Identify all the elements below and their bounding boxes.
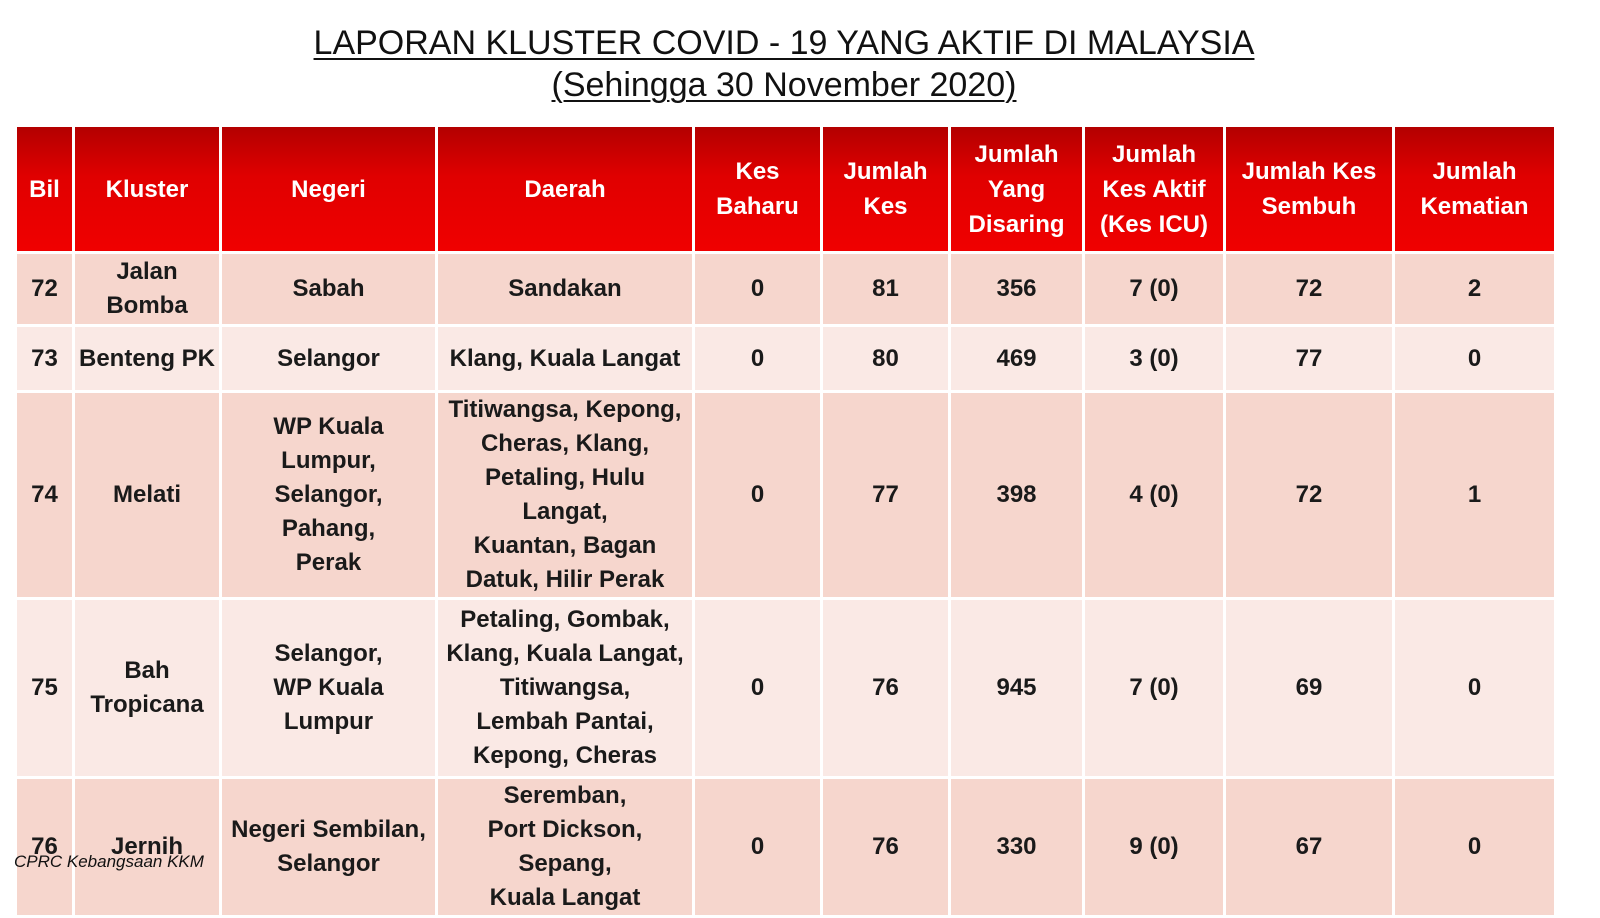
cell-bil: 72 [17,254,72,324]
table-row [17,254,1554,324]
cell-kes-baharu: 0 [695,779,820,915]
header-jumlah-kes-sembuh: Jumlah Kes Sembuh [1226,127,1392,251]
cell-jumlah-kes: 77 [823,393,948,597]
cell-jumlah-kes-sembuh: 69 [1226,600,1392,776]
cell-kes-baharu: 0 [695,393,820,597]
table-row [17,393,1554,597]
cell-jumlah-kes-aktif: 4 (0) [1085,393,1223,597]
cell-daerah: Titiwangsa, Kepong, Cheras, Klang, Petaling, Hulu Langat, Kuantan, Bagan Datuk, Hilir Perak [438,393,692,597]
cell-jumlah-kes: 80 [823,327,948,390]
cell-jumlah-kes: 81 [823,254,948,324]
cell-jumlah-kes: 76 [823,779,948,915]
cell-jumlah-kes-aktif: 7 (0) [1085,254,1223,324]
cell-kluster: Jernih [75,779,219,915]
cell-jumlah-kes-sembuh: 77 [1226,327,1392,390]
source-note: CPRC Kebangsaan KKM [14,852,204,871]
cell-jumlah-disaring: 398 [951,393,1082,597]
cell-jumlah-kematian: 0 [1395,327,1554,390]
cell-jumlah-kes-sembuh: 72 [1226,393,1392,597]
cell-bil: 74 [17,393,72,597]
cell-daerah: Petaling, Gombak, Klang, Kuala Langat, Titiwangsa, Lembah Pantai, Kepong, Cheras [438,600,692,776]
header-kluster: Kluster [75,127,219,251]
cell-jumlah-kes-sembuh: 72 [1226,254,1392,324]
table-row [17,327,1554,390]
cell-jumlah-disaring: 356 [951,254,1082,324]
cell-bil: 75 [17,600,72,776]
header-jumlah-kes: Jumlah Kes [823,127,948,251]
cluster-table [14,124,1557,918]
cell-jumlah-disaring: 330 [951,779,1082,915]
table-row [17,600,1554,776]
cell-jumlah-kes: 76 [823,600,948,776]
cell-jumlah-kes-aktif: 3 (0) [1085,327,1223,390]
header-jumlah-kes-aktif: Jumlah Kes Aktif (Kes ICU) [1085,127,1223,251]
cell-jumlah-disaring: 945 [951,600,1082,776]
cell-negeri: Negeri Sembilan, Selangor [222,779,435,915]
cell-daerah: Seremban, Port Dickson, Sepang, Kuala Langat [438,779,692,915]
cell-bil: 73 [17,327,72,390]
cell-kluster: Bah Tropicana [75,600,219,776]
table-row [17,779,1554,915]
cell-jumlah-kes-sembuh: 67 [1226,779,1392,915]
cell-jumlah-kematian: 0 [1395,779,1554,915]
cell-jumlah-disaring: 469 [951,327,1082,390]
cell-daerah: Sandakan [438,254,692,324]
header-jumlah-disaring: Jumlah Yang Disaring [951,127,1082,251]
cell-kes-baharu: 0 [695,600,820,776]
report-title-line2: (Sehingga 30 November 2020) [551,66,1017,104]
header-bil: Bil [17,127,72,251]
cell-bil: 76 [17,779,72,915]
cell-negeri: Selangor [222,327,435,390]
cell-jumlah-kematian: 0 [1395,600,1554,776]
cell-kluster: Benteng PK [75,327,219,390]
header-kes-baharu: Kes Baharu [695,127,820,251]
report-title-line1: LAPORAN KLUSTER COVID - 19 YANG AKTIF DI MALAYSIA [313,24,1255,62]
cell-kluster: Melati [75,393,219,597]
cell-negeri: Sabah [222,254,435,324]
cell-kes-baharu: 0 [695,327,820,390]
cell-negeri: WP Kuala Lumpur, Selangor, Pahang, Perak [222,393,435,597]
cell-jumlah-kes-aktif: 7 (0) [1085,600,1223,776]
header-daerah: Daerah [438,127,692,251]
report-title [0,22,1568,106]
cell-kluster: Jalan Bomba [75,254,219,324]
cell-jumlah-kes-aktif: 9 (0) [1085,779,1223,915]
header-negeri: Negeri [222,127,435,251]
header-jumlah-kematian: Jumlah Kematian [1395,127,1554,251]
cell-jumlah-kematian: 1 [1395,393,1554,597]
table-header-row [17,127,1554,251]
cell-daerah: Klang, Kuala Langat [438,327,692,390]
cell-jumlah-kematian: 2 [1395,254,1554,324]
cell-negeri: Selangor, WP Kuala Lumpur [222,600,435,776]
cell-kes-baharu: 0 [695,254,820,324]
